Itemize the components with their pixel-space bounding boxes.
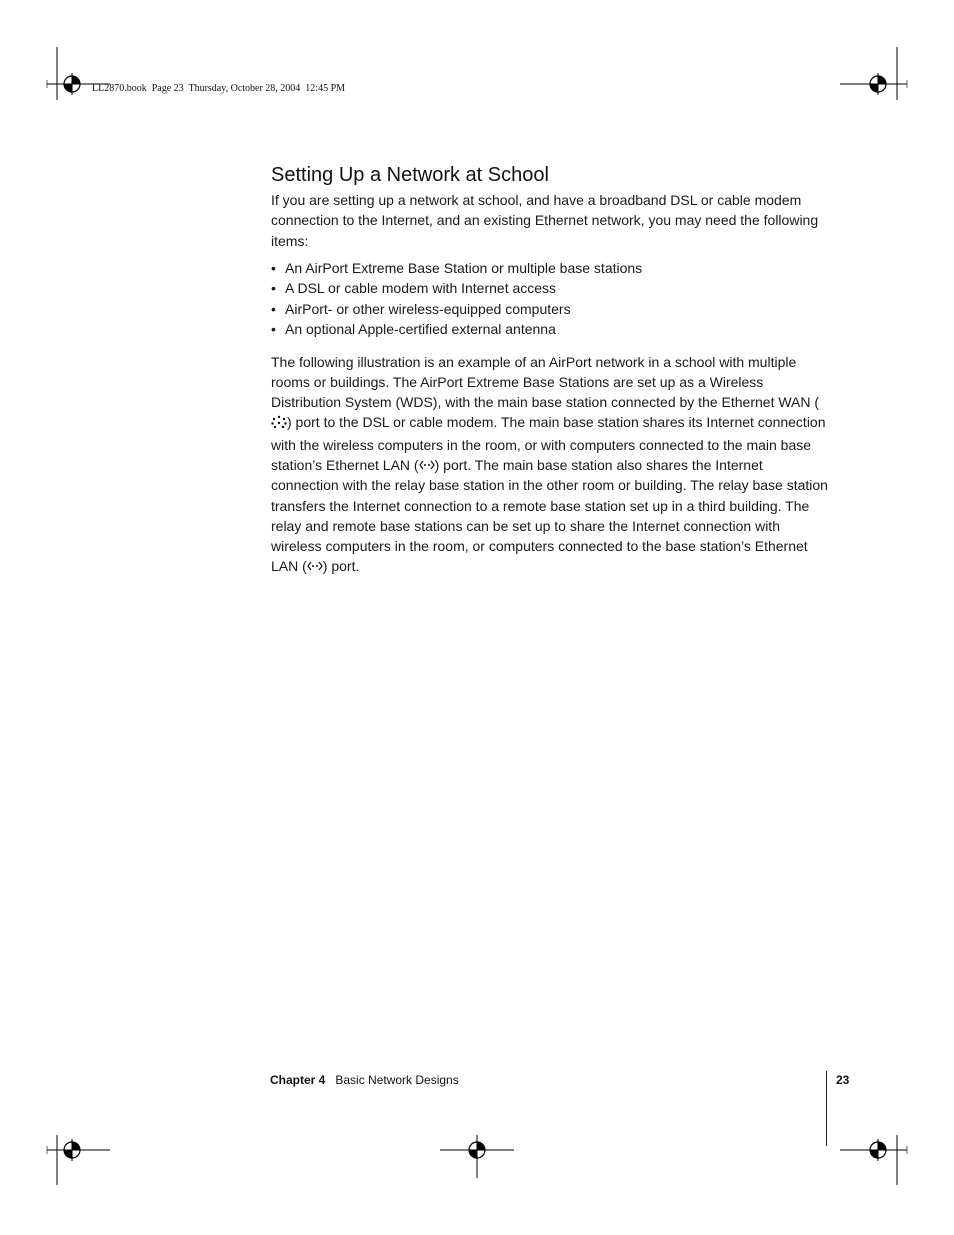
intro-paragraph: If you are setting up a network at school, and have a broadband DSL or cable modem connection to the Internet, and an existing Ethernet network, you may need the following items: <box>271 192 819 249</box>
footer-divider <box>826 1071 827 1146</box>
ethernet-lan-icon <box>419 455 435 475</box>
chapter-label: Chapter 4 <box>270 1073 326 1087</box>
body-text-part: The following illustration is an example of an AirPort network in a school with multiple rooms or buildings. The AirPort Extreme Base Stations are set up as a Wireless Distribution System (WDS), with the main base station connected by the Ethernet WAN ( <box>271 353 820 411</box>
body-paragraph <box>271 352 831 577</box>
list-item-text: An AirPort Extreme Base Station or multiple base stations <box>285 259 643 276</box>
body-text-part: ) port to the DSL or cable modem. The main base station shares its Internet connection with the wireless computers in the room, or with computers connected to the main base station’s Ethernet LAN ( <box>271 414 826 473</box>
registration-mark-icon <box>61 1139 83 1161</box>
section-title: Setting Up a Network at School <box>271 164 549 186</box>
registration-mark-icon <box>867 1139 889 1161</box>
list-item <box>271 299 831 319</box>
registration-mark-icon <box>867 73 889 95</box>
list-item <box>271 278 831 298</box>
list-item-text: A DSL or cable modem with Internet access <box>285 280 557 297</box>
page-number: 23 <box>836 1073 850 1087</box>
ethernet-wan-icon <box>271 414 287 434</box>
registration-mark-icon <box>61 73 83 95</box>
ethernet-lan-icon <box>307 556 323 576</box>
items-list <box>271 258 831 340</box>
bullet-glyph: • <box>271 300 276 317</box>
list-item-text: AirPort- or other wireless-equipped computers <box>285 300 571 317</box>
chapter-title: Basic Network Designs <box>335 1073 459 1087</box>
bullet-glyph: • <box>271 280 276 297</box>
list-item-text: An optional Apple-certified external antenna <box>285 321 556 338</box>
print-slug: LL2870.book Page 23 Thursday, October 28, 2004 12:45 PM <box>92 83 346 94</box>
page-content <box>271 160 831 577</box>
footer-chapter <box>270 1073 459 1087</box>
body-text-part: ) port. <box>322 558 360 575</box>
body-text-part: ) port. The main base station also shares the Internet connection with the relay base station in the other room or building. The relay base station transfers the Internet connection to a remote base station set up in a third building. The relay and remote base stations can be set up to share the Internet connection with wireless computers in the room, or computers connected to the base station’s Ethernet LAN ( <box>271 457 828 575</box>
bullet-glyph: • <box>271 259 276 276</box>
registration-mark-icon <box>466 1139 488 1161</box>
bullet-glyph: • <box>271 321 276 338</box>
list-item <box>271 258 831 278</box>
list-item <box>271 319 831 339</box>
